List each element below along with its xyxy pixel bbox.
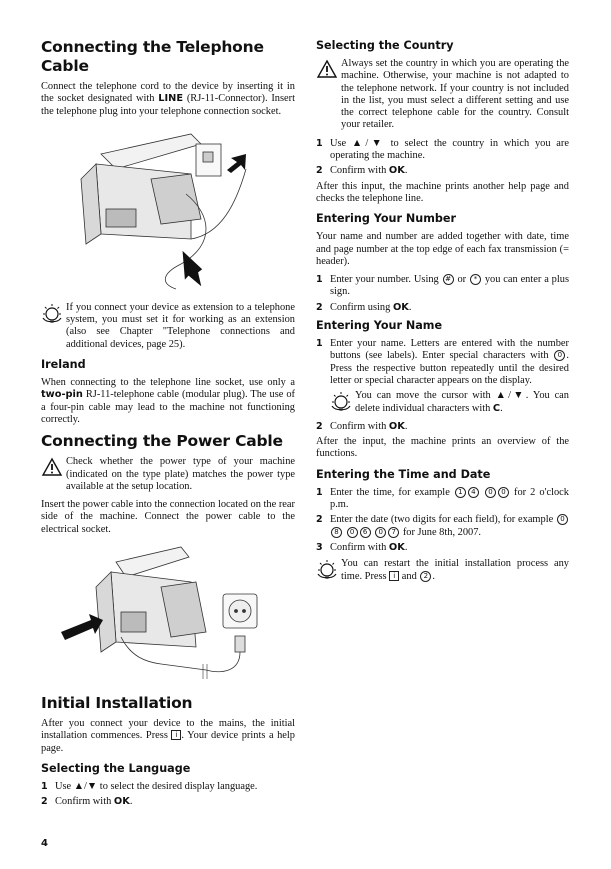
time-step-1: 1 Enter the time, for example 1 4 0 0 for 2 o'clock p.m. (316, 486, 569, 511)
warning-triangle-icon (316, 58, 338, 80)
para-number: Your name and number are added together with date, time and page number at the top edge of each fax transmission (= header). (316, 231, 569, 267)
time-step-2: 2 Enter the date (two digits for each field), for example 08 0 6 0 7 for June 8th, 2007. (316, 514, 569, 539)
heading-telephone-cable: Connecting the Telephone Cable (41, 38, 264, 75)
page-number: 4 (41, 838, 48, 849)
para-power: Insert the power cable into the connection located on the rear side of the machine. Connect the power cable to the electrical socket. (41, 499, 295, 535)
note-cursor: You can move the cursor with ▲/▼. You can delete individual characters with C. (316, 390, 569, 415)
left-column (41, 38, 295, 812)
heading-initial-installation: Initial Installation (41, 694, 193, 713)
heading-entering-number: Entering Your Number (316, 212, 456, 226)
number-step-1: 1 Enter your number. Using # or * you can enter a plus sign. (316, 274, 569, 298)
heading-entering-name: Entering Your Name (316, 319, 443, 333)
warning-triangle-icon (41, 456, 63, 478)
hint-lightbulb-icon (330, 390, 352, 412)
warning-country: Always set the country in which you are operating the machine. Otherwise, your machine is not adapted to the telephone network. If your country is not included in the list, you must select a different setting and use the correct telephone cable for the country. Consult your retailer. (316, 58, 569, 132)
telephone-cable-illustration (41, 124, 295, 294)
time-step-3: 3 Confirm with OK. (316, 541, 408, 553)
number-step-2: 2 Confirm using OK. (316, 301, 412, 313)
note-extension: If you connect your device as extension to a telephone system, you must set it for working as an extension (also see Chapter "Telephone connections and additional devices, page 25). (41, 302, 295, 351)
name-step-2: 2 Confirm with OK. (316, 420, 408, 432)
para-country-after: After this input, the machine prints another help page and checks the telephone line. (316, 180, 569, 204)
heading-ireland: Ireland (41, 358, 86, 372)
language-step-2: 2 Confirm with OK. (41, 796, 133, 808)
heading-power-cable: Connecting the Power Cable (41, 432, 283, 451)
language-step-1: 1 Use ▲/▼ to select the desired display language. (41, 780, 258, 792)
hint-lightbulb-icon (41, 302, 63, 324)
country-step-2: 2 Confirm with OK. (316, 165, 408, 177)
note-restart: You can restart the initial installation process any time. Press i and 2 . (316, 558, 569, 583)
heading-entering-time-date: Entering the Time and Date (316, 467, 491, 481)
para-ireland: When connecting to the telephone line socket, use only a two-pin RJ-11-telephone cable (modular plug). The use of a four-pin cable may lead to the machine not functioning correctly. (41, 377, 295, 425)
warning-power: Check whether the power type of your machine (indicated on the type plate) matches the power type available at the setup location. (41, 456, 295, 493)
power-cable-illustration (41, 542, 295, 680)
para-telephone-cable: Connect the telephone cord to the device by inserting it in the socket designated with LINE (RJ-11-Connector). Insert the telephone plug into your telephone connection socket. (41, 81, 295, 117)
para-name-after: After the input, the machine prints an overview of the functions. (316, 436, 569, 460)
heading-selecting-country: Selecting the Country (316, 39, 454, 52)
right-column (316, 38, 569, 589)
name-step-1: 1 Enter your name. Letters are entered with the number buttons (see labels). Enter special characters with 0 . Press the respective button repeatedly until the desired letter or special character appears on the display. (316, 338, 569, 386)
para-initial-installation: After you connect your device to the mains, the initial installation commences. Press i . Your device prints a help page. (41, 718, 295, 754)
hint-lightbulb-icon (316, 558, 338, 580)
country-step-1: 1 Use ▲/▼ to select the country in which you are operating the machine. (316, 137, 569, 162)
heading-selecting-language: Selecting the Language (41, 761, 191, 775)
